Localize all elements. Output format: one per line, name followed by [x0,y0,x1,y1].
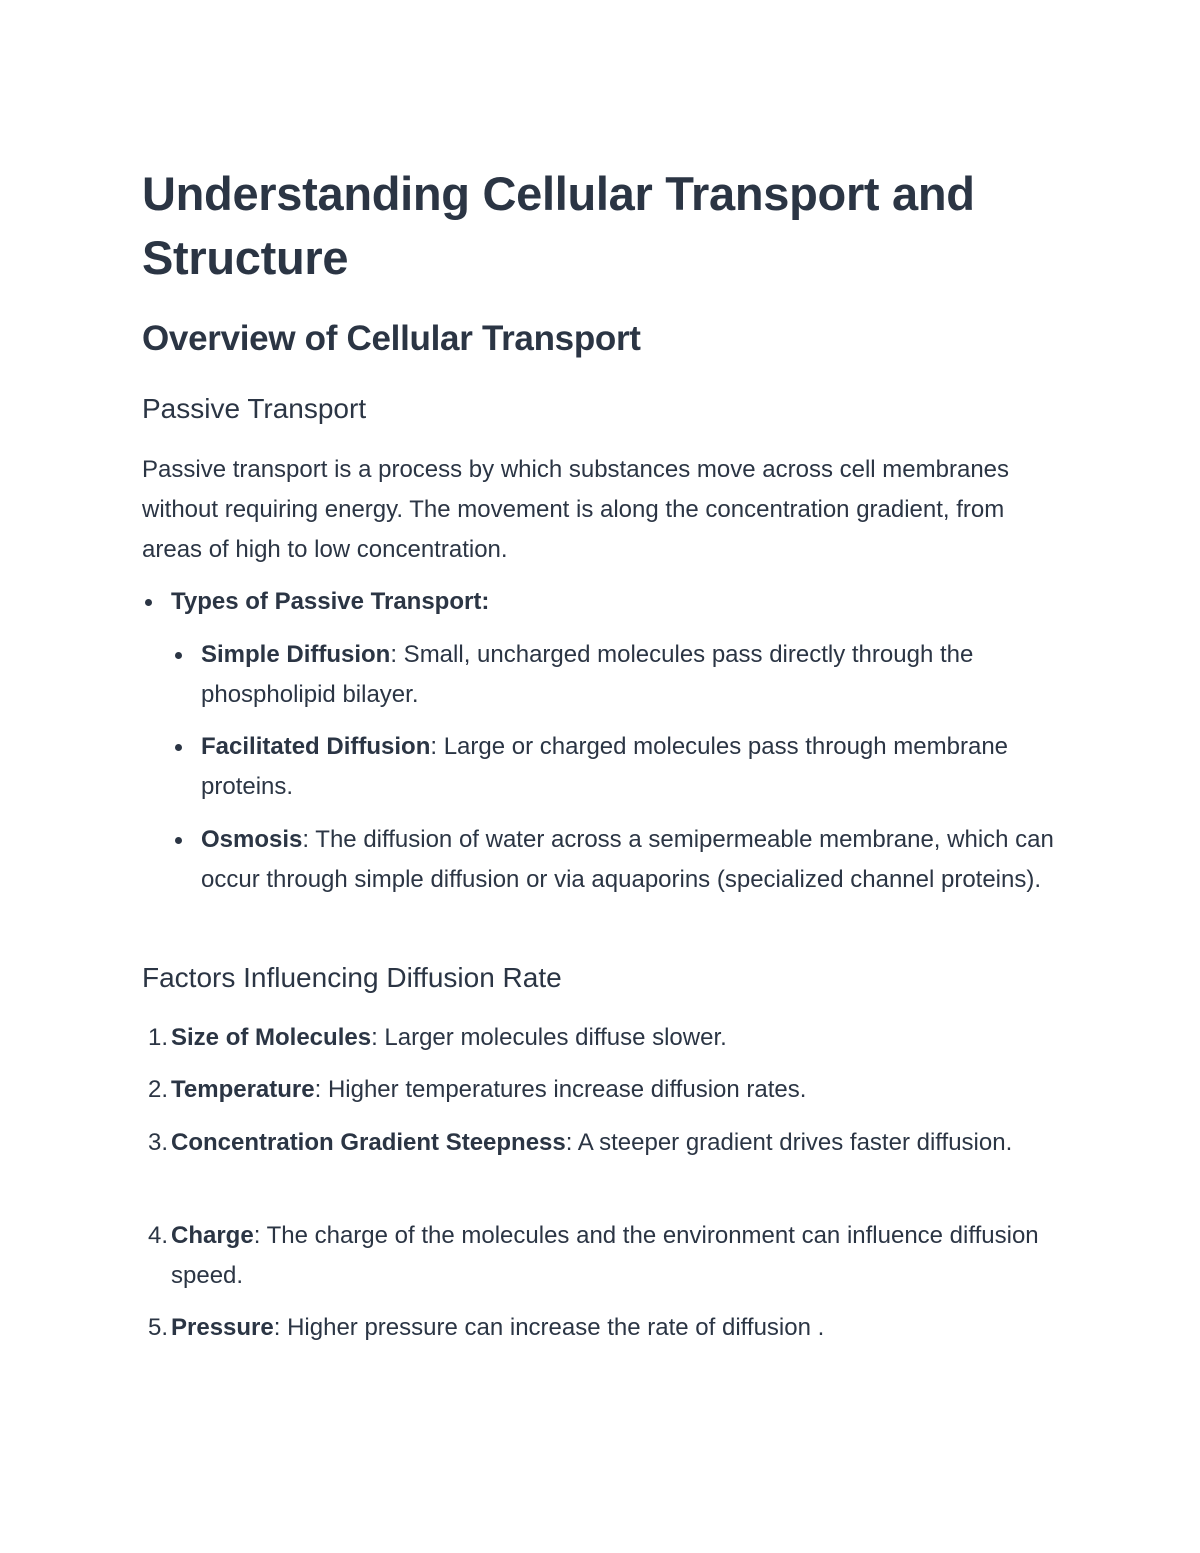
factor-description: : A steeper gradient drives faster diffusion. [565,1129,1013,1156]
item-number: 1. [147,1024,168,1051]
factor-term: Concentration Gradient Steepness [171,1129,566,1156]
item-number: 3. [147,1129,168,1156]
type-term: Simple Diffusion [201,641,391,668]
factor-term: Temperature [171,1076,315,1103]
factor-description: : Larger molecules diffuse slower. [371,1024,727,1051]
section-heading: Overview of Cellular Transport [142,319,641,358]
item-number: 5. [147,1314,168,1341]
type-term: Osmosis [201,826,303,853]
bullet-icon [175,652,182,659]
factor-description: : Higher pressure can increase the rate of diffusion . [273,1314,825,1341]
bullet-icon [175,837,182,844]
bullet-icon [175,744,182,751]
factor-term: Charge [171,1222,254,1249]
passive-transport-paragraph: Passive transport is a process by which substances move across cell membranes without requiring energy. The movement is along the concentration gradient, from areas of high to low concentration. [142,456,1010,563]
factor-description: : Higher temperatures increase diffusion rates. [314,1076,807,1103]
types-label: Types of Passive Transport: [171,588,490,615]
item-number: 2. [147,1076,168,1103]
type-description: : Small, uncharged molecules pass directly through the phospholipid bilayer. [201,641,974,708]
page-title: Understanding Cellular Transport and Structure [142,167,975,284]
bullet-icon [145,599,152,606]
passive-transport-heading: Passive Transport [142,393,367,424]
type-term: Facilitated Diffusion [201,733,431,760]
item-number: 4. [147,1222,168,1249]
type-description: : Large or charged molecules pass through membrane proteins. [201,733,1009,800]
factors-heading: Factors Influencing Diffusion Rate [142,962,562,993]
factor-term: Size of Molecules [171,1024,372,1051]
type-description: : The diffusion of water across a semipermeable membrane, which can occur through simple diffusion or via aquaporins (specialized channel proteins). [201,826,1054,893]
factor-description: : The charge of the molecules and the environment can influence diffusion speed. [171,1222,1039,1289]
factor-term: Pressure [171,1314,274,1341]
